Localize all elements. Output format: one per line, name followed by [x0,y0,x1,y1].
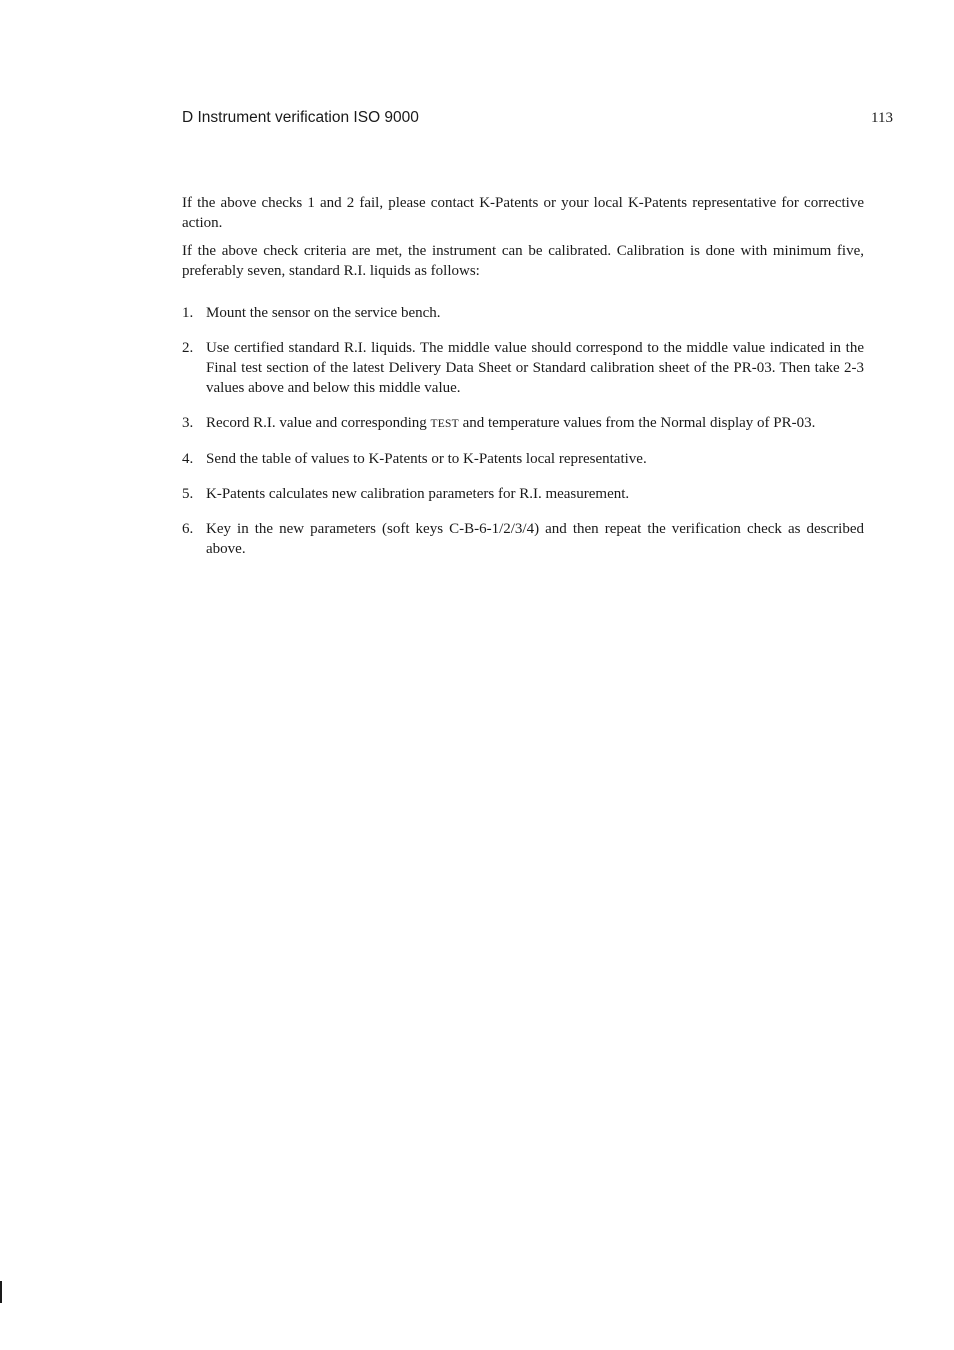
step-text [206,413,864,434]
step-text: Key in the new parameters (soft keys C-B-6-1/2/3/4) and then repeat the verification check as described above. [206,521,864,557]
list-item [182,484,864,504]
header-title: D Instrument verification ISO 9000 [182,109,419,126]
margin-change-bar [0,1281,2,1303]
paragraph-checks-fail: If the above checks 1 and 2 fail, please contact K-Patents or your local K-Patents representative for corrective action. [182,195,864,231]
list-item [182,519,864,559]
step-number: 4. [182,451,194,467]
step-text-before: Record R.I. value and corresponding [206,415,431,431]
step-number: 2. [182,340,194,356]
step-text: Send the table of values to K-Patents or to K-Patents local representative. [206,451,647,467]
list-item [182,449,864,469]
list-item [182,338,864,398]
step-number: 3. [182,415,194,431]
step-number: 6. [182,521,194,537]
step-number: 1. [182,305,194,321]
test-smallcaps-label: TEST [430,418,459,430]
step-text: K-Patents calculates new calibration parameters for R.I. measurement. [206,486,630,502]
running-header [182,108,893,128]
list-item [182,303,864,323]
step-number: 5. [182,486,194,502]
page-body [182,193,864,574]
step-text: Mount the sensor on the service bench. [206,305,441,321]
calibration-steps-list [182,303,864,559]
paragraph-calibration-intro: If the above check criteria are met, the instrument can be calibrated. Calibration is done with minimum five, preferably seven, standard R.I. liquids as follows: [182,243,864,279]
list-item [182,413,864,434]
step-text-after: and temperature values from the Normal display of PR-03. [458,415,816,431]
page-number: 113 [871,110,893,126]
step-text: Use certified standard R.I. liquids. The middle value should correspond to the middle value indicated in the Final test section of the latest Delivery Data Sheet or Standard calibration sheet of the PR-03. Then take 2-3 values above and below this middle value. [206,340,864,396]
